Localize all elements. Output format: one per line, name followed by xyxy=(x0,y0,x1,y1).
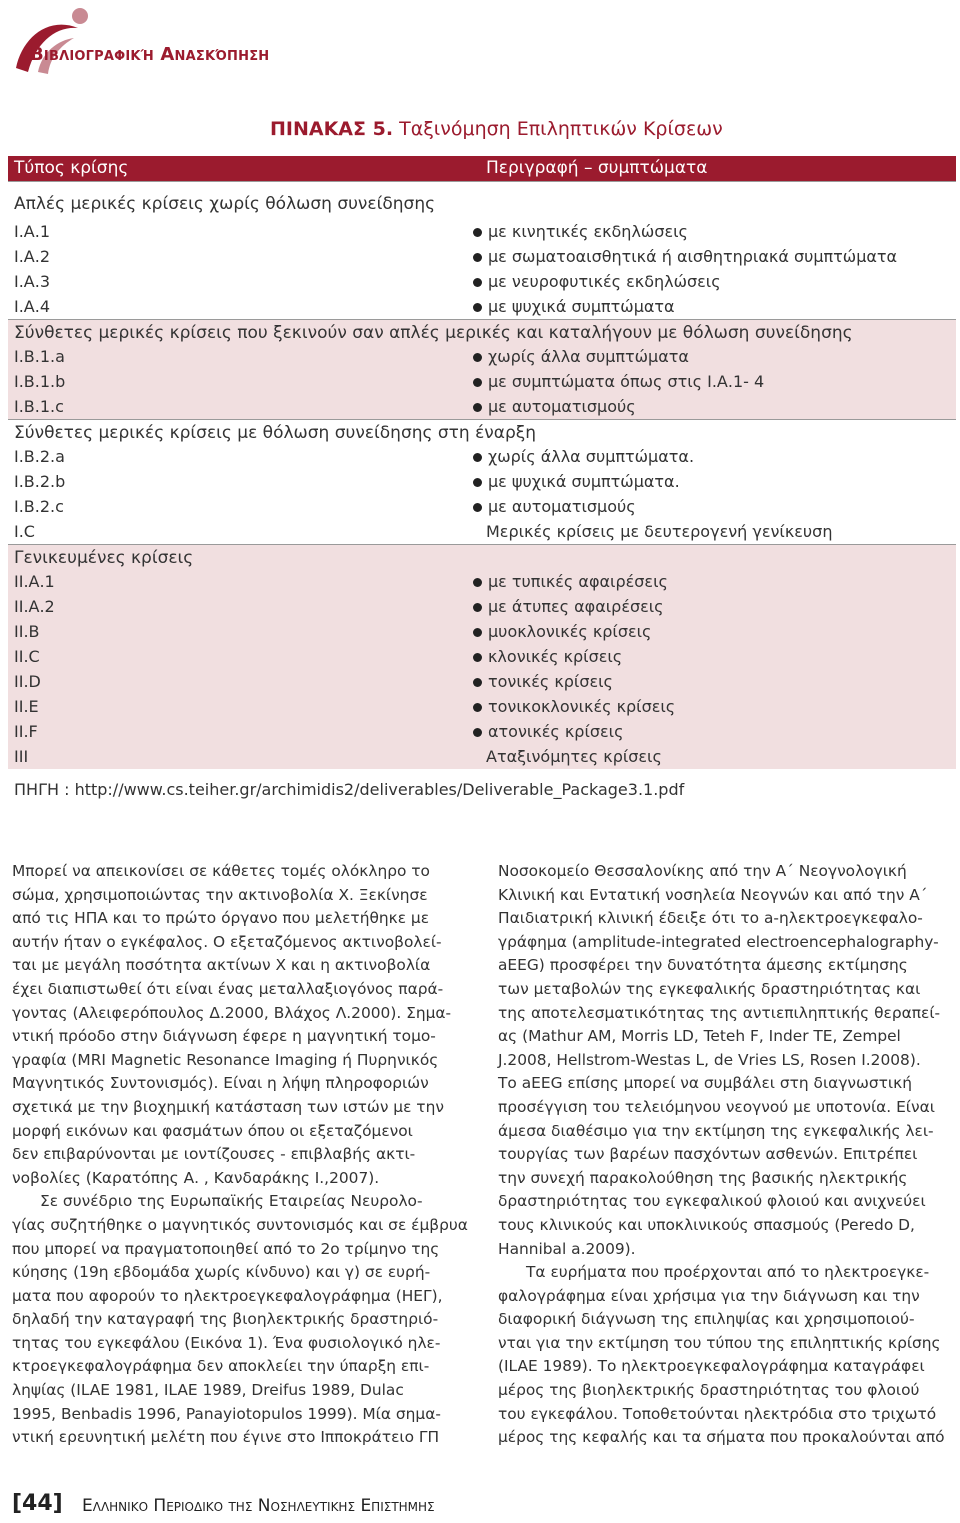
text-line: ληψίας (ILAE 1981, ILAE 1989, Dreifus 1989, Dulac xyxy=(12,1381,404,1400)
seizure-description: με ψυχικά συμπτώματα xyxy=(488,297,675,316)
text-line: Μπορεί να απεικονίσει σε κάθετες τομές ολόκληρο το xyxy=(12,862,430,880)
bullet-icon xyxy=(473,353,482,362)
seizure-description: με κινητικές εκδηλώσεις xyxy=(488,222,688,241)
bullet-icon xyxy=(473,403,482,412)
text-line: από τις ΗΠΑ και το πρώτο όργανο που μελετήθηκε με xyxy=(12,909,430,928)
text-line: μέρος της βιοηλεκτρικής δραστηριότητας του φλοιού xyxy=(498,1381,920,1400)
seizure-code: ΙΙ.Β xyxy=(14,622,40,641)
seizure-description: με ψυχικά συμπτώματα. xyxy=(488,472,680,491)
table-section-row xyxy=(8,181,956,219)
bullet-icon xyxy=(473,603,482,612)
table-row xyxy=(8,669,956,694)
text-line: που μπορεί να πραγματοποιηθεί από το 2ο τρίμηνο της xyxy=(12,1239,440,1258)
text-line: την συνεχή παρακολούθηση της βασικής ηλεκτρικής xyxy=(498,1168,908,1187)
table-row xyxy=(8,594,956,619)
text-line: αυτήν ήταν ο εγκέφαλος. Ο εξεταζόμενος ακτινοβολεί- xyxy=(12,932,442,951)
text-line: ματα που αφορούν το ηλεκτροεγκεφαλογράφημα (ΗΕΓ), xyxy=(12,1286,443,1305)
text-line: Κλινική και Εντατική νοσηλεία Νεογνών και από την Α΄ xyxy=(498,885,928,904)
text-line: του εγκεφάλου. Τοποθετούνται ηλεκτρόδια στο τριχωτό xyxy=(498,1404,937,1423)
seizure-description: με σωματοαισθητικά ή αισθητηριακά συμπτώματα xyxy=(488,247,898,266)
seizure-description: ατονικές κρίσεις xyxy=(488,722,624,741)
text-line: των μεταβολών της εγκεφαλικής δραστηριότητας και xyxy=(498,979,921,998)
text-line: σχετικά με την βιοχημική κατάσταση των ιστών με την xyxy=(12,1097,444,1116)
table-row xyxy=(8,294,956,319)
text-line: Τα ευρήματα που προέρχονται από το ηλεκτροεγκε- xyxy=(526,1263,930,1282)
seizure-code: ΙΙΙ xyxy=(14,747,29,766)
table-row xyxy=(8,619,956,644)
seizure-code: Ι.Β.2.c xyxy=(14,497,64,516)
seizure-code: ΙΙ.F xyxy=(14,722,38,741)
text-line: διαφορική διάγνωση της επιληψίας και χρησιμοποιού- xyxy=(498,1310,915,1329)
seizure-code: ΙΙ.Α.1 xyxy=(14,572,55,591)
seizure-code: ΙΙ.D xyxy=(14,672,41,691)
text-line: σώμα, χρησιμοποιώντας την ακτινοβολία Χ. Ξεκίνησε xyxy=(12,885,428,904)
table-row xyxy=(8,644,956,669)
table-row xyxy=(8,444,956,469)
seizure-description: κλονικές κρίσεις xyxy=(488,647,623,666)
table-row xyxy=(8,744,956,769)
table-row xyxy=(8,269,956,294)
bullet-icon xyxy=(473,278,482,287)
seizure-code: ΙΙ.Α.2 xyxy=(14,597,55,616)
table-number: ΠΙΝΑΚΑΣ 5. xyxy=(270,118,394,140)
text-line: νοβολίες (Καρατόπης Α. , Κανδαράκης Ι.,2007). xyxy=(12,1168,380,1187)
text-line: ντική πρόοδο στην διάγνωση έφερε η μαγνητική τομο- xyxy=(12,1027,436,1046)
section-heading: Σύνθετες μερικές κρίσεις με θόλωση συνείδησης στη έναρξη xyxy=(14,423,537,443)
bullet-icon xyxy=(473,653,482,662)
text-line: Παιδιατρική κλινική έδειξε ότι το a-ηλεκτροεγκεφαλο- xyxy=(498,909,923,928)
seizure-classification-table xyxy=(8,156,956,769)
table-section-row xyxy=(8,319,956,344)
table-body xyxy=(8,181,956,769)
text-line: κύησης (19η εβδομάδα χωρίς κίνδυνο) και γ) σε ευρή- xyxy=(12,1263,431,1282)
table-row xyxy=(8,719,956,744)
text-line: γραφία (MRI Magnetic Resonance Imaging ή Πυρηνικός xyxy=(12,1050,439,1069)
seizure-description: με τυπικές αφαιρέσεις xyxy=(488,572,668,591)
table-title xyxy=(270,118,723,140)
table-row xyxy=(8,519,956,544)
bullet-icon xyxy=(473,503,482,512)
bullet-icon xyxy=(473,728,482,737)
journal-title: Ελληνικο Περιοδικο της Νοσηλευτικης Επιστημης xyxy=(82,1496,435,1516)
table-row xyxy=(8,569,956,594)
text-line: Νοσοκομείο Θεσσαλονίκης από την Α΄ Νεογνολογική xyxy=(498,862,907,880)
person-arc-logo-icon xyxy=(8,2,100,82)
seizure-code: Ι.C xyxy=(14,522,35,541)
text-line: έχει διαπιστωθεί ότι είναι ένας μεταλλαξιογόνος παρά- xyxy=(12,979,444,998)
text-line: γίας συζητήθηκε ο μαγνητικός συντονισμός και σε έμβρυα xyxy=(12,1215,468,1234)
seizure-code: Ι.Α.2 xyxy=(14,247,51,266)
text-line: προσέγγιση του τελειόμηνου νεογνού με υποτονία. Είναι xyxy=(498,1097,935,1116)
seizure-code: Ι.Β.2.a xyxy=(14,447,65,466)
table-row xyxy=(8,244,956,269)
table-row xyxy=(8,469,956,494)
text-line: δηλαδή την καταγραφή της βιοηλεκτρικής δραστηριό- xyxy=(12,1310,439,1329)
table-row xyxy=(8,369,956,394)
seizure-description: Αταξινόμητες κρίσεις xyxy=(486,747,662,766)
seizure-code: ΙΙ.E xyxy=(14,697,39,716)
section-heading: Σύνθετες μερικές κρίσεις που ξεκινούν σαν απλές μερικές και καταλήγουν με θόλωση συνείδησης xyxy=(14,323,853,343)
text-line: μέρος της κεφαλής και τα σήματα που προκαλούνται από xyxy=(498,1428,945,1447)
bullet-icon xyxy=(473,303,482,312)
column-header-type: Τύπος κρίσης xyxy=(14,158,129,178)
bullet-icon xyxy=(473,578,482,587)
table-row xyxy=(8,494,956,519)
seizure-description: τονικές κρίσεις xyxy=(488,672,613,691)
seizure-code: Ι.Α.1 xyxy=(14,222,51,241)
text-line: J.2008, Hellstrom-Westas L, de Vries LS, Rosen I.2008). xyxy=(498,1050,921,1069)
text-line: (ILAE 1989). Το ηλεκτροεγκεφαλογράφημα καταγράφει xyxy=(498,1357,925,1376)
bullet-icon xyxy=(473,628,482,637)
body-column-right xyxy=(498,860,956,1450)
seizure-code: Ι.Α.3 xyxy=(14,272,51,291)
body-column-left xyxy=(12,860,470,1450)
section-title: Βιβλιογραφική Ανασκόπηση xyxy=(30,44,270,65)
seizure-description: με άτυπες αφαιρέσεις xyxy=(488,597,664,616)
table-row xyxy=(8,344,956,369)
table-row xyxy=(8,394,956,419)
source-note: ΠΗΓΗ : http://www.cs.teiher.gr/archimidis2/deliverables/Deliverable_Package3.1.pdf xyxy=(14,780,685,799)
seizure-description: μυοκλονικές κρίσεις xyxy=(488,622,652,641)
text-line: δεν επιβαρύνονται με ιοντίζουσες - επιβλαβής ακτι- xyxy=(12,1145,416,1164)
text-line: φαλογράφημα είναι χρήσιμα για την διάγνωση και την xyxy=(498,1286,920,1305)
text-line: της αποτελεσματικότητας της αντιεπιληπτικής θεραπεί- xyxy=(498,1003,941,1022)
seizure-code: Ι.Β.2.b xyxy=(14,472,66,491)
text-line: Hannibal a.2009). xyxy=(498,1239,636,1258)
seizure-description: τονικοκλονικές κρίσεις xyxy=(488,697,676,716)
section-heading: Γενικευμένες κρίσεις xyxy=(14,548,194,568)
column-header-description: Περιγραφή – συμπτώματα xyxy=(486,158,708,178)
bullet-icon xyxy=(473,703,482,712)
text-line: άμεσα διαθέσιμο για την εκτίμηση της εγκεφαλικής λει- xyxy=(498,1121,934,1140)
text-line: δραστηριότητας του εγκεφαλικού φλοιού και ανιχνεύει xyxy=(498,1192,926,1211)
table-row xyxy=(8,694,956,719)
seizure-description: Μερικές κρίσεις με δευτερογενή γενίκευση xyxy=(486,522,833,541)
seizure-description: χωρίς άλλα συμπτώματα xyxy=(488,347,689,366)
seizure-description: με συμπτώματα όπως στις Ι.Α.1- 4 xyxy=(488,372,765,391)
bullet-icon xyxy=(473,453,482,462)
text-line: γοντας (Αλειφερόπουλος Δ.2000, Βλάχος Λ.2000). Σημα- xyxy=(12,1003,452,1022)
page-number: [44] xyxy=(12,1491,63,1516)
table-caption: Ταξινόμηση Επιληπτικών Κρίσεων xyxy=(393,118,723,140)
text-line: νται για την εκτίμηση του τύπου της επιληπτικής κρίσης xyxy=(498,1333,941,1352)
seizure-description: με νευροφυτικές εκδηλώσεις xyxy=(488,272,721,291)
text-line: τητας του εγκεφάλου (Εικόνα 1). Ένα φυσιολογικό ηλε- xyxy=(12,1333,441,1352)
table-section-row xyxy=(8,419,956,444)
bullet-icon xyxy=(473,228,482,237)
seizure-code: Ι.Β.1.a xyxy=(14,347,65,366)
table-row xyxy=(8,219,956,244)
text-line: μορφή εικόνων και φασμάτων όπου οι εξεταζόμενοι xyxy=(12,1121,413,1140)
text-line: Το aEEG επίσης μπορεί να συμβάλει στη διαγνωστική xyxy=(498,1074,912,1093)
text-line: ντική ερευνητική μελέτη που έγινε στο Ιπποκράτειο ΓΠ xyxy=(12,1428,440,1447)
text-line: τους κλινικούς και υποκλινικούς σπασμούς (Peredo D, xyxy=(498,1215,915,1234)
bullet-icon xyxy=(473,678,482,687)
seizure-code: Ι.Α.4 xyxy=(14,297,51,316)
seizure-code: Ι.Β.1.c xyxy=(14,397,64,416)
seizure-description: με αυτοματισμούς xyxy=(488,497,636,516)
seizure-description: χωρίς άλλα συμπτώματα. xyxy=(488,447,695,466)
text-line: Μαγνητικός Συντονισμός). Είναι η λήψη πληροφοριών xyxy=(12,1074,429,1093)
text-line: aEEG) προσφέρει την δυνατότητα άμεσης εκτίμησης xyxy=(498,956,908,975)
seizure-code: Ι.Β.1.b xyxy=(14,372,66,391)
section-heading: Απλές μερικές κρίσεις χωρίς θόλωση συνείδησης xyxy=(14,194,436,214)
text-line: 1995, Benbadis 1996, Panayiotopulos 1999). Μία σημα- xyxy=(12,1404,441,1423)
text-line: κτροεγκεφαλογράφημα δεν αποκλείει την ύπαρξη επι- xyxy=(12,1357,430,1376)
text-line: ται με μεγάλη ποσότητα ακτίνων Χ και η ακτινοβολία xyxy=(12,956,431,975)
text-line: τουργίας των βαρέων πασχόντων ασθενών. Επιτρέπει xyxy=(498,1145,918,1164)
seizure-code: ΙΙ.C xyxy=(14,647,40,666)
bullet-icon xyxy=(473,478,482,487)
bullet-icon xyxy=(473,378,482,387)
seizure-description: με αυτοματισμούς xyxy=(488,397,636,416)
text-line: γράφημα (amplitude-integrated electroencephalography- xyxy=(498,932,939,951)
bullet-icon xyxy=(473,253,482,262)
table-header xyxy=(8,156,956,181)
text-line: ας (Mathur AM, Morris LD, Teteh F, Inder TE, Zempel xyxy=(498,1027,901,1046)
text-line: Σε συνέδριο της Ευρωπαϊκής Εταιρείας Νευρολο- xyxy=(40,1192,423,1211)
table-section-row xyxy=(8,544,956,569)
